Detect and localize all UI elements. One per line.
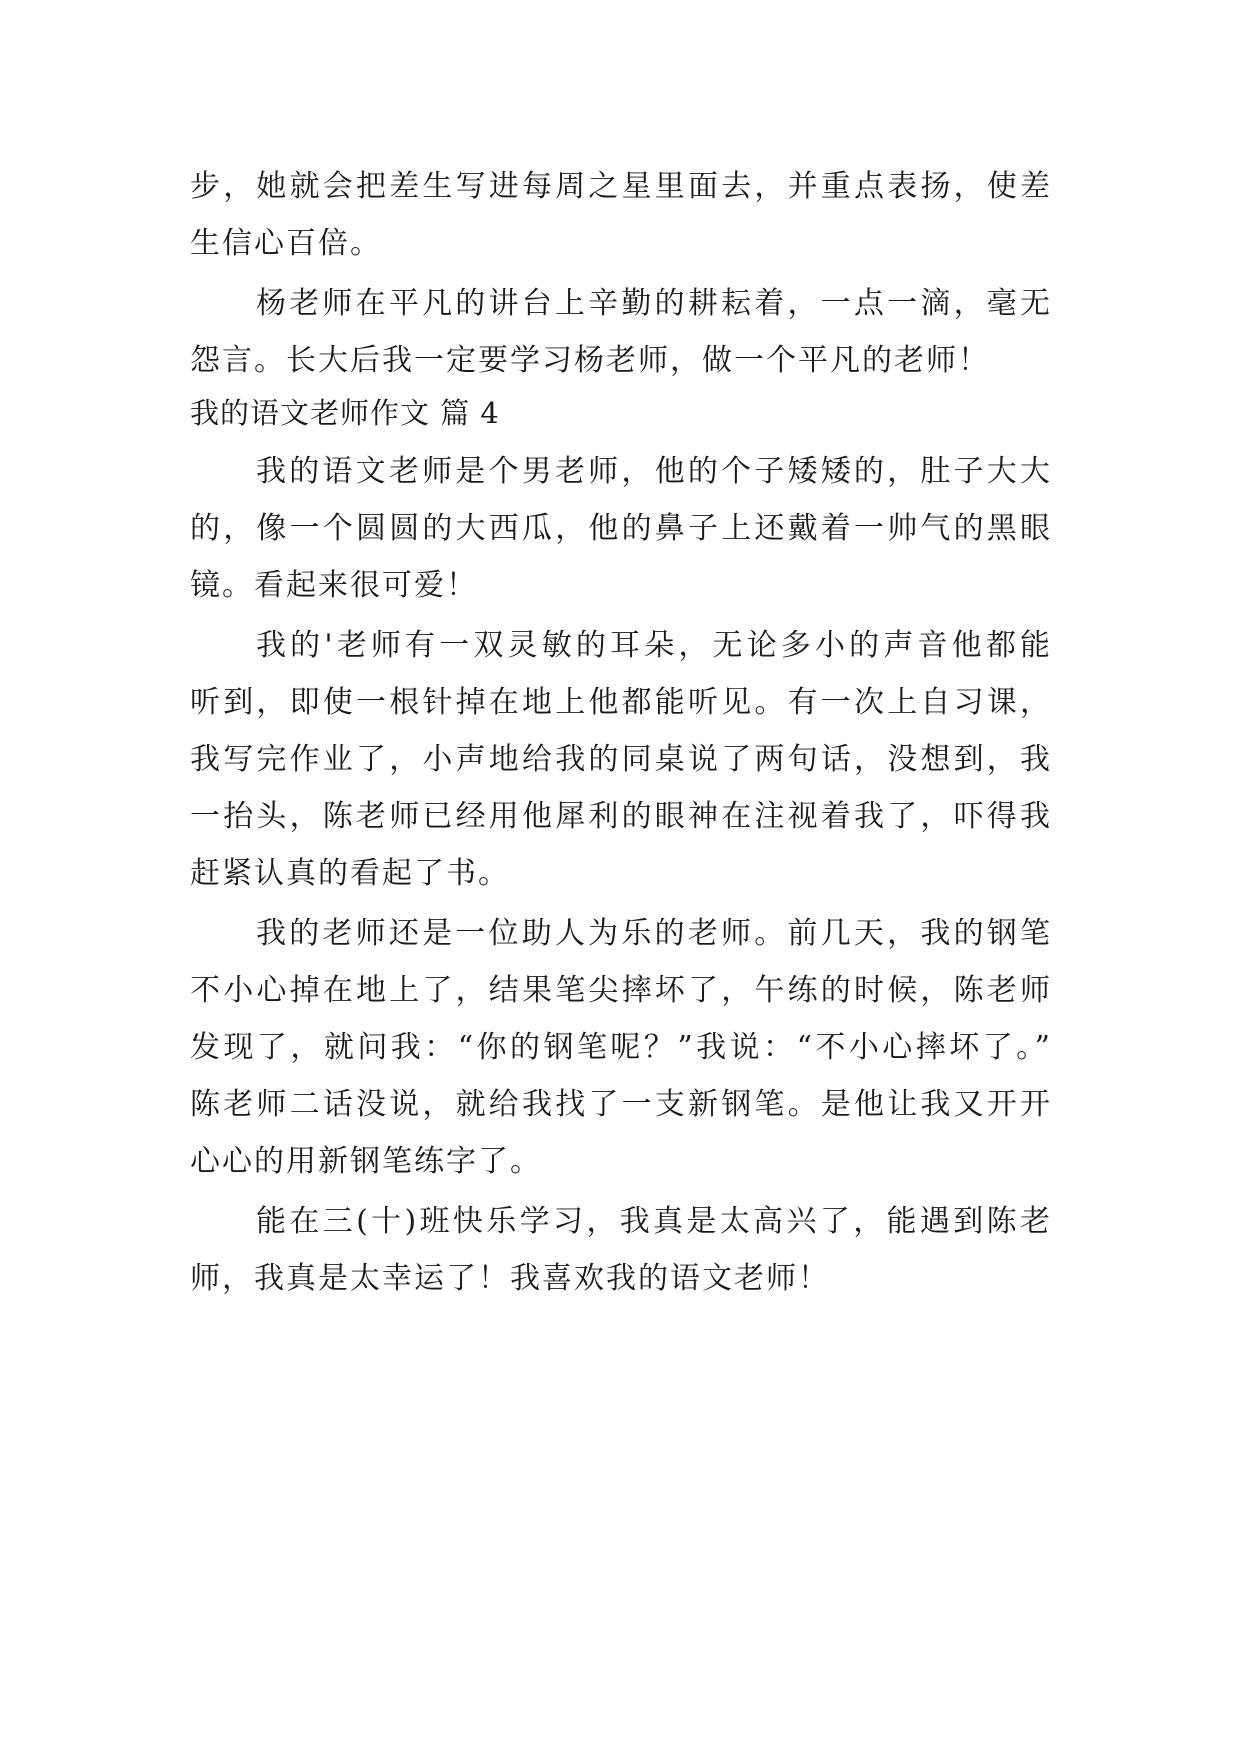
paragraph-line: 赶紧认真的看起了书。: [190, 856, 510, 891]
paragraph-line: 我写完作业了，小声地给我的同桌说了两句话，没想到，我: [190, 742, 1050, 777]
paragraph-line: 师，我真是太幸运了！我喜欢我的语文老师！: [190, 1261, 830, 1296]
paragraph-line: 生信心百倍。: [190, 226, 382, 261]
paragraph-line: 我的'老师有一双灵敏的耳朵，无论多小的声音他都能: [256, 628, 1050, 663]
paragraph-line: 镜。看起来很可爱！: [190, 568, 478, 603]
section-heading: 我的语文老师作文 篇 4: [190, 396, 500, 430]
paragraph-line: 的，像一个圆圆的大西瓜，他的鼻子上还戴着一帅气的黑眼: [190, 511, 1050, 546]
paragraph-line: 杨老师在平凡的讲台上辛勤的耕耘着，一点一滴，毫无: [256, 286, 1050, 321]
paragraph-line: 一抬头，陈老师已经用他犀利的眼神在注视着我了，吓得我: [190, 799, 1050, 834]
paragraph-line: 我的语文老师是个男老师，他的个子矮矮的，肚子大大: [256, 454, 1050, 489]
paragraph-line: 怨言。长大后我一定要学习杨老师，做一个平凡的老师！: [190, 343, 990, 378]
paragraph-line: 我的老师还是一位助人为乐的老师。前几天，我的钢笔: [256, 916, 1050, 951]
paragraph-line: 发现了，就问我：“你的钢笔呢？”我说：“不小心摔坏了。”: [190, 1030, 1050, 1065]
paragraph-line: 能在三(十)班快乐学习，我真是太高兴了，能遇到陈老: [256, 1204, 1050, 1239]
paragraph-line: 不小心掉在地上了，结果笔尖摔坏了，午练的时候，陈老师: [190, 973, 1050, 1008]
paragraph-line: 听到，即使一根针掉在地上他都能听见。有一次上自习课，: [190, 685, 1050, 720]
paragraph-line: 心心的用新钢笔练字了。: [190, 1144, 542, 1179]
paragraph-line: 陈老师二话没说，就给我找了一支新钢笔。是他让我又开开: [190, 1087, 1050, 1122]
paragraph-line: 步，她就会把差生写进每周之星里面去，并重点表扬，使差: [190, 169, 1050, 204]
